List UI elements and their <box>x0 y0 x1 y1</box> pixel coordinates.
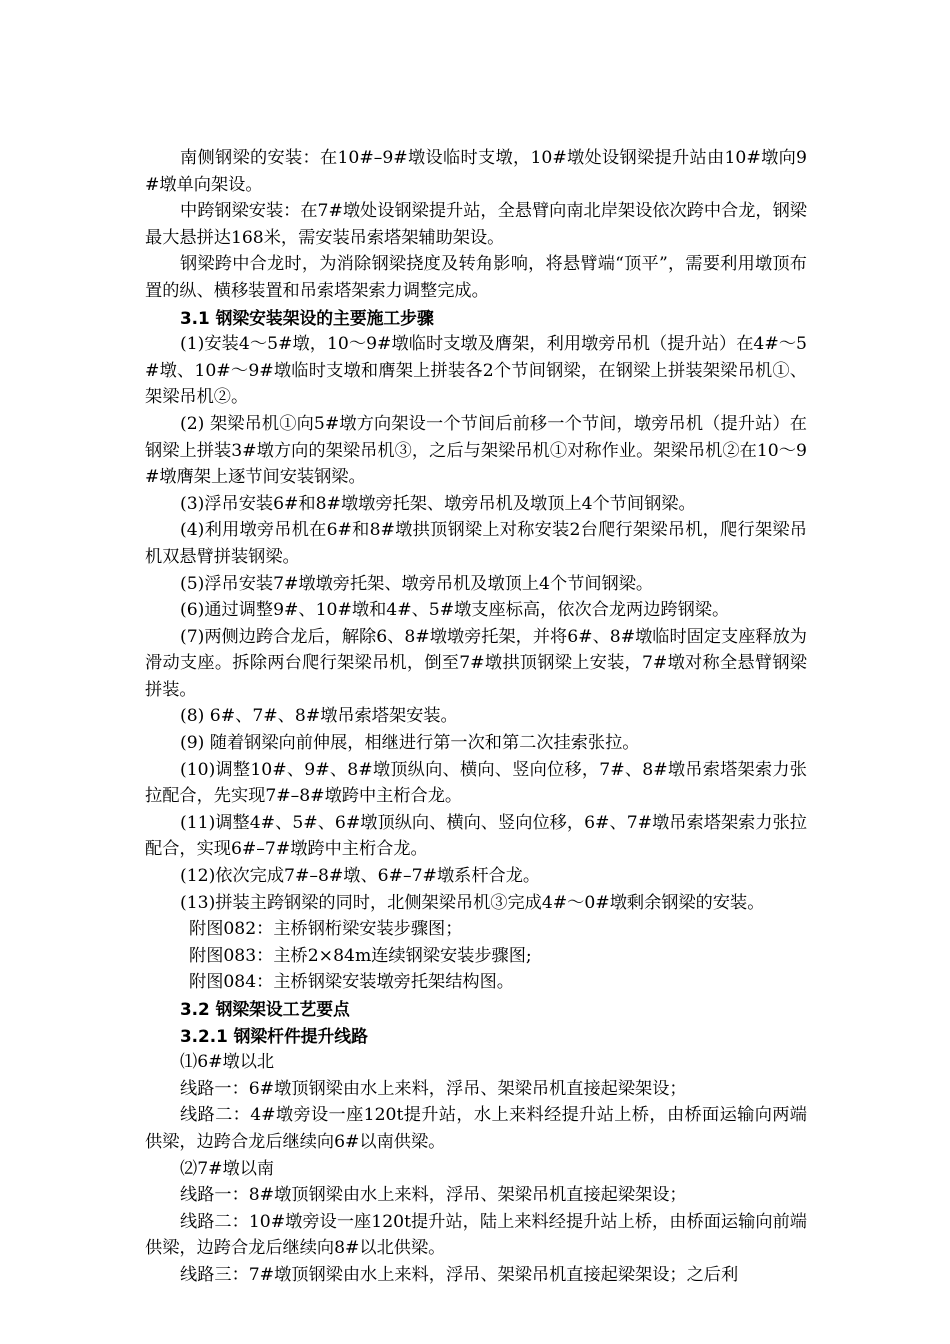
paragraph: 线路二：4#墩旁设一座120t提升站，水上来料经提升站上桥，由桥面运输向两端供梁，边跨合龙后继续向6#以南供梁。 <box>145 1105 807 1152</box>
paragraph: (2) 架梁吊机①向5#墩方向架设一个节间后前移一个节间，墩旁吊机（提升站）在钢梁上拼装3#墩方向的架梁吊机③，之后与架梁吊机①对称作业。架梁吊机②在10～9#墩膺架上逐节间安装钢梁。 <box>145 413 807 488</box>
section-heading: 3.2 钢梁架设工艺要点 <box>180 999 350 1019</box>
paragraph: 线路二：10#墩旁设一座120t提升站，陆上来料经提升站上桥，由桥面运输向前端供梁，边跨合龙后继续向8#以北供梁。 <box>145 1211 807 1259</box>
figure-reference: 附图082：主桥钢桁梁安装步骤图； <box>189 919 463 940</box>
figure-reference: 附图084：主桥钢梁安装墩旁托架结构图。 <box>189 972 514 993</box>
paragraph: 南侧钢梁的安装：在10#–9#墩设临时支墩，10#墩处设钢梁提升站由10#墩向9#墩单向架设。 <box>145 148 807 195</box>
section-heading: 3.1 钢梁安装架设的主要施工步骤 <box>180 307 434 328</box>
subsection-heading: 3.2.1 钢梁杆件提升线路 <box>180 1025 368 1046</box>
paragraph: 中跨钢梁安装：在7#墩处设钢梁提升站，全悬臂向南北岸架设依次跨中合龙，钢梁最大悬拼达168米，需安装吊索塔架辅助架设。 <box>145 201 807 248</box>
paragraph: (13)拼装主跨钢梁的同时，北侧架梁吊机③完成4#～0#墩剩余钢梁的安装。 <box>180 892 765 913</box>
paragraph: (9) 随着钢梁向前伸展，相继进行第一次和第二次挂索张拉。 <box>180 733 640 754</box>
paragraph: (1)安装4～5#墩，10～9#墩临时支墩及膺架，利用墩旁吊机（提升站）在4#～5#墩、10#～9#墩临时支墩和膺架上拼装各2个节间钢梁，在钢梁上拼装架梁吊机①、架梁吊机②。 <box>145 334 807 408</box>
figure-reference: 附图083：主桥2×84m连续钢梁安装步骤图; <box>189 945 532 966</box>
document-body <box>145 145 807 1289</box>
paragraph: (7)两侧边跨合龙后，解除6、8#墩墩旁托架，并将6#、8#墩临时固定支座释放为滑动支座。拆除两台爬行架梁吊机，倒至7#墩拱顶钢梁上安装，7#墩对称全悬臂钢梁拼装。 <box>145 626 807 700</box>
paragraph: 线路一：6#墩顶钢梁由水上来料，浮吊、架梁吊机直接起梁架设； <box>180 1078 687 1099</box>
paragraph: (11)调整4#、5#、6#墩顶纵向、横向、竖向位移，6#、7#墩吊索塔架索力张拉配合，实现6#–7#墩跨中主桁合龙。 <box>145 812 807 860</box>
paragraph: (8) 6#、7#、8#墩吊索塔架安装。 <box>180 706 458 727</box>
paragraph: (6)通过调整9#、10#墩和4#、5#墩支座标高，依次合龙两边跨钢梁。 <box>180 600 730 621</box>
paragraph: (3)浮吊安装6#和8#墩墩旁托架、墩旁吊机及墩顶上4个节间钢梁。 <box>180 493 696 514</box>
paragraph: 钢梁跨中合龙时，为消除钢梁挠度及转角影响，将悬臂端“顶平”，需要利用墩顶布置的纵、横移装置和吊索塔架索力调整完成。 <box>145 254 807 301</box>
paragraph: (4)利用墩旁吊机在6#和8#墩拱顶钢梁上对称安装2台爬行架梁吊机，爬行架梁吊机双悬臂拼装钢梁。 <box>145 520 807 567</box>
paragraph: 线路三：7#墩顶钢梁由水上来料，浮吊、架梁吊机直接起梁架设；之后利 <box>180 1264 739 1285</box>
paragraph: ⑵7#墩以南 <box>180 1158 275 1179</box>
paragraph: 线路一：8#墩顶钢梁由水上来料，浮吊、架梁吊机直接起梁架设； <box>180 1185 687 1206</box>
paragraph: ⑴6#墩以北 <box>180 1052 275 1073</box>
paragraph: (12)依次完成7#–8#墩、6#–7#墩系杆合龙。 <box>180 866 541 887</box>
paragraph: (5)浮吊安装7#墩墩旁托架、墩旁吊机及墩顶上4个节间钢梁。 <box>180 573 654 594</box>
paragraph: (10)调整10#、9#、8#墩顶纵向、横向、竖向位移，7#、8#墩吊索塔架索力张拉配合，先实现7#–8#墩跨中主桁合龙。 <box>145 759 807 807</box>
